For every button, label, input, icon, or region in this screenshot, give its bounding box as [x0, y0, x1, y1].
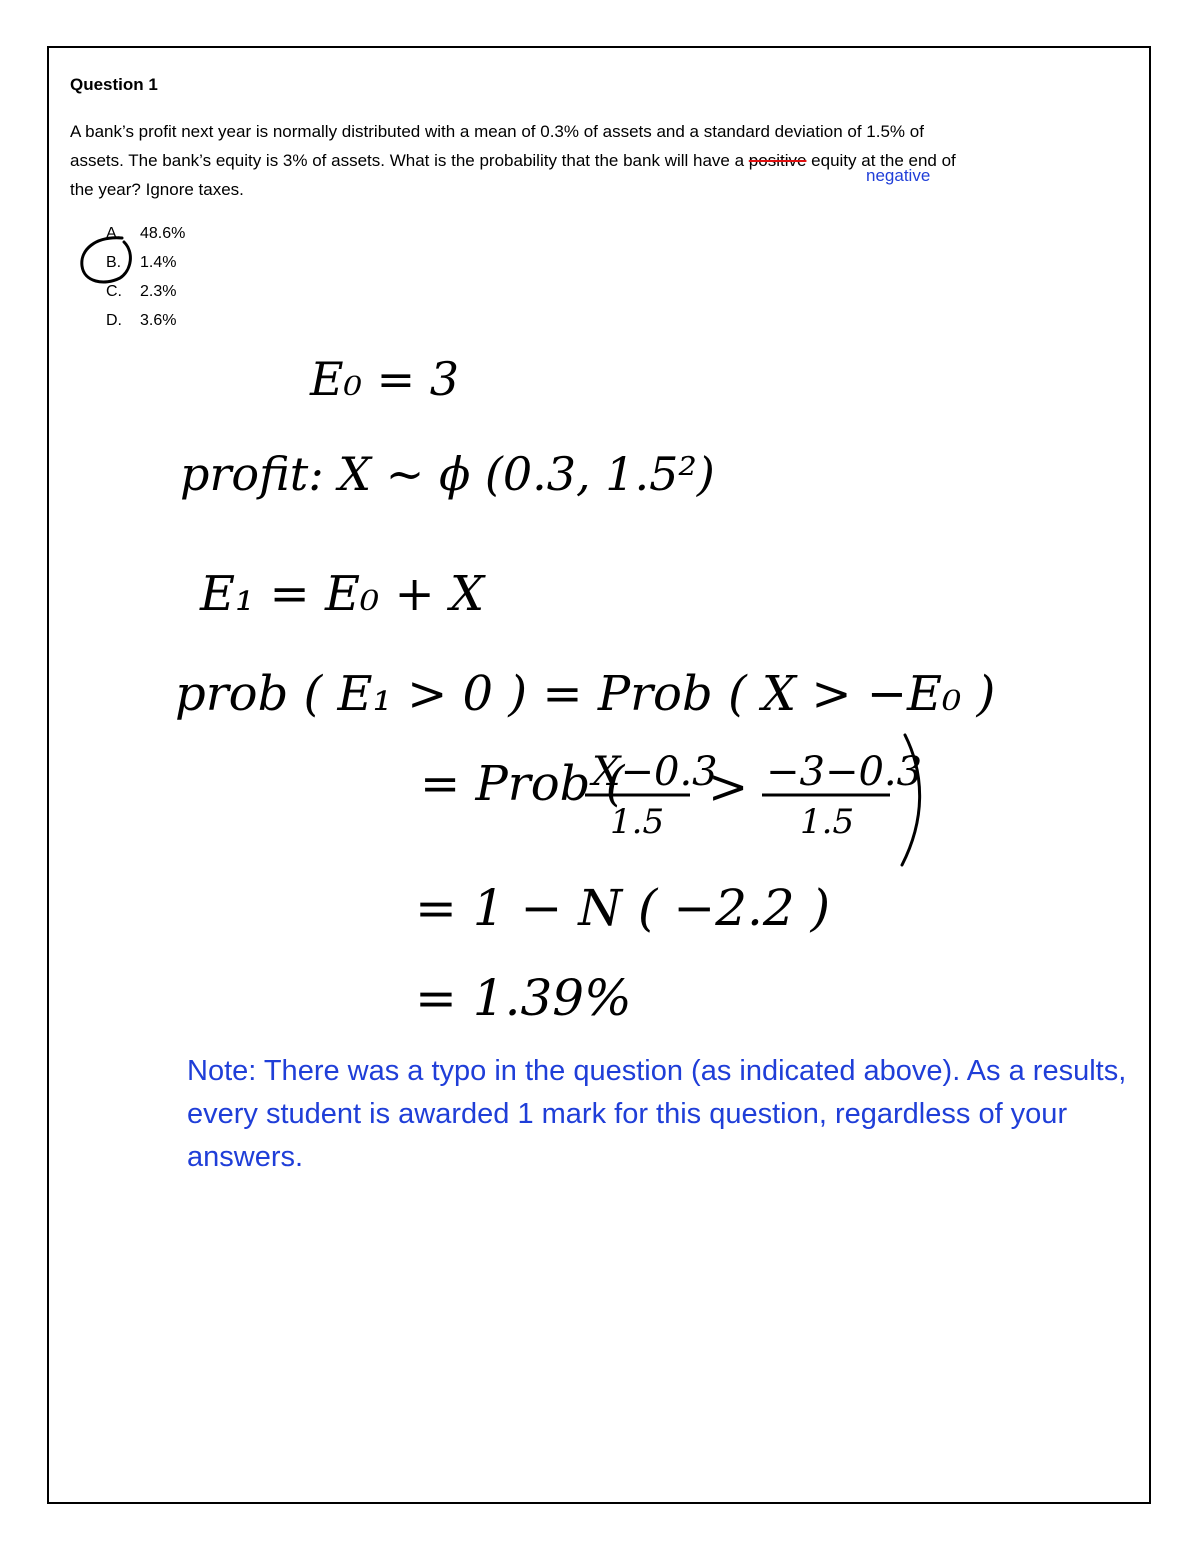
correction-word: negative — [866, 166, 931, 185]
option-value: 1.4% — [140, 254, 177, 271]
question-line-3: the year? Ignore taxes. — [70, 180, 244, 199]
question-line-2-end: equity at the end of — [806, 151, 956, 170]
option-value: 2.3% — [140, 283, 177, 300]
work-line-1: E₀ = 3 — [310, 352, 460, 406]
question-title: Question 1 — [70, 75, 158, 94]
option-letter: B. — [106, 254, 122, 271]
work-line-6: = 1 − N ( −2.2 ) — [415, 879, 831, 937]
work-line-2: profit: X ~ ϕ (0.3, 1.5²) — [180, 447, 715, 501]
question-line-1: A bank’s profit next year is normally distributed with a mean of 0.3% of assets and a standard deviation of 1.5% of — [70, 122, 924, 141]
fraction-1-denominator: 1.5 — [610, 802, 665, 842]
option-letter: C. — [106, 283, 122, 300]
work-line-3: E₁ = E₀ + X — [200, 566, 485, 622]
greater-than: > — [708, 759, 749, 815]
option-letter: A. — [106, 225, 122, 242]
option-value: 48.6% — [140, 225, 186, 242]
fraction-1-numerator: X−0.3 — [592, 749, 718, 795]
struck-word: positive — [748, 151, 807, 170]
typo-note: Note: There was a typo in the question (as indicated above). As a results, every student is awarded 1 mark for this question, regardless of your answers. — [187, 1055, 1127, 1173]
answer-circle — [82, 238, 131, 282]
work-line-5-prefix: = Prob ( — [420, 756, 625, 812]
option-value: 3.6% — [140, 312, 177, 329]
option-letter: D. — [106, 312, 122, 329]
fraction-2-numerator: −3−0.3 — [766, 749, 923, 795]
fraction-2-denominator: 1.5 — [800, 802, 855, 842]
question-line-2-start: assets. The bank’s equity is 3% of assets. What is the probability that the bank will have a — [70, 151, 749, 170]
work-line-4: prob ( E₁ > 0 ) = Prob ( X > −E₀ ) — [175, 666, 996, 722]
work-line-7: = 1.39% — [415, 969, 632, 1027]
